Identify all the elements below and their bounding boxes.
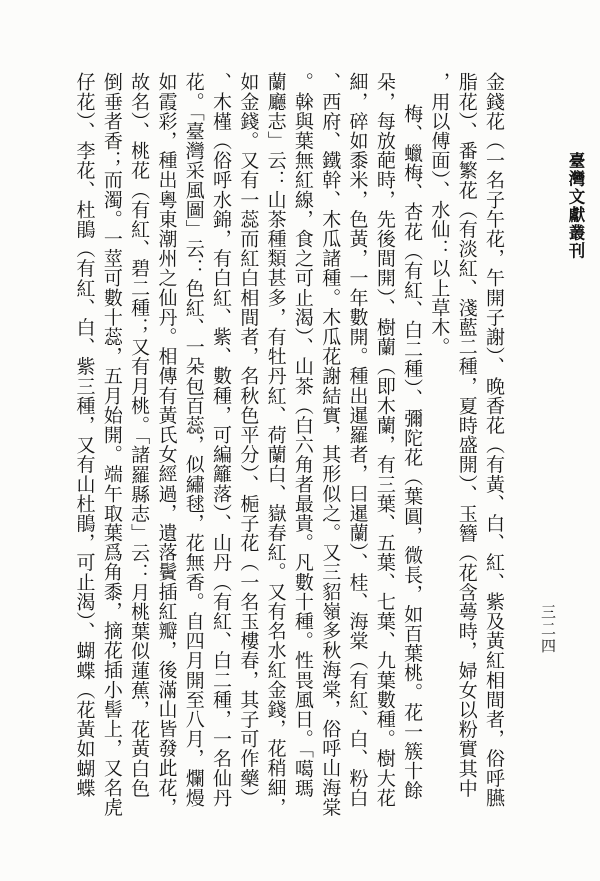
text-column: ，用以傅面）、水仙：以上草木。 — [428, 72, 450, 357]
series-title: 臺灣文獻叢刊 — [566, 152, 585, 260]
text-column: 梅、蠟梅、杏花（有紅、白二種）、彌陀花（葉圓，微長，如百葉桃。花一簇十餘 — [401, 104, 423, 801]
text-column: 仔花）、李花、杜鵑（有紅、白、紫三種，又有山杜鵑，可止渴）、蝴蝶（花黃如蝴蝶 — [73, 72, 95, 798]
text-column: 、木槿（俗呼水錦，有白紅、紫、數種，可編籬落）、山丹（有紅、白二種，一名仙丹 — [210, 72, 232, 808]
text-column: 脂花）、番繁花（有淡紅、淺藍二種，夏時盛開）、玉簪（花含蕚時，婦女以粉實其中 — [455, 72, 477, 798]
text-column: 朵，每放葩時，先後間開）、樹蘭（即木蘭，有三葉、五葉、七葉、九葉數種。樹大花 — [373, 72, 395, 808]
text-column: 故名）、桃花（有紅、碧二種；又有月桃。「諸羅縣志」云：月桃葉似蓮蕉，花黃白色 — [128, 72, 150, 798]
text-column: 。榦與葉無紅線，食之可止渴）、山茶（白六角者最貴。凡數十種。性畏風日。「噶瑪 — [291, 72, 313, 798]
text-column: 蘭廳志」云：山茶種類甚多，有牡丹紅、荷蘭白、嶽春紅。又有名水紅金錢，花稍細， — [264, 72, 286, 817]
page-number: 三二四 — [539, 604, 555, 655]
text-column: 花。「臺灣采風圖」云：色紅、一朵包百蕊，似繡毬，花無香。自四月開至八月，爛熳 — [182, 72, 204, 808]
text-column: 如金錢。又有一蕊而紅白相間者，名秋色平分）、梔子花（一名玉樓春，其子可作藥） — [237, 72, 259, 808]
text-column: 金錢花（一名子午花，午開子謝）、晚香花（有黃、白、紅、紫及黃紅相間者，俗呼臙 — [483, 72, 504, 808]
text-column: 倒垂者香；而濁。一莖可數十蕊，五月始開。端午取葉爲角黍，摘花插小髻上，又名虎 — [100, 72, 122, 817]
vertical-text-block — [70, 72, 507, 824]
text-column: 細，碎如黍米，色黃，一年數開。種出暹羅者，曰暹蘭）、桂、海棠（有紅、白、粉白 — [346, 72, 368, 808]
text-column: 、西府、鐵幹、木瓜諸種。木瓜花謝結實，其形似之。又三貂嶺多秋海棠，俗呼山海棠 — [319, 72, 341, 817]
text-column: 如霞彩，種出粵東潮州之仙丹。相傳有黃氏女經過，遺落鬢插紅瓣，後滿山皆發此花， — [155, 72, 177, 817]
